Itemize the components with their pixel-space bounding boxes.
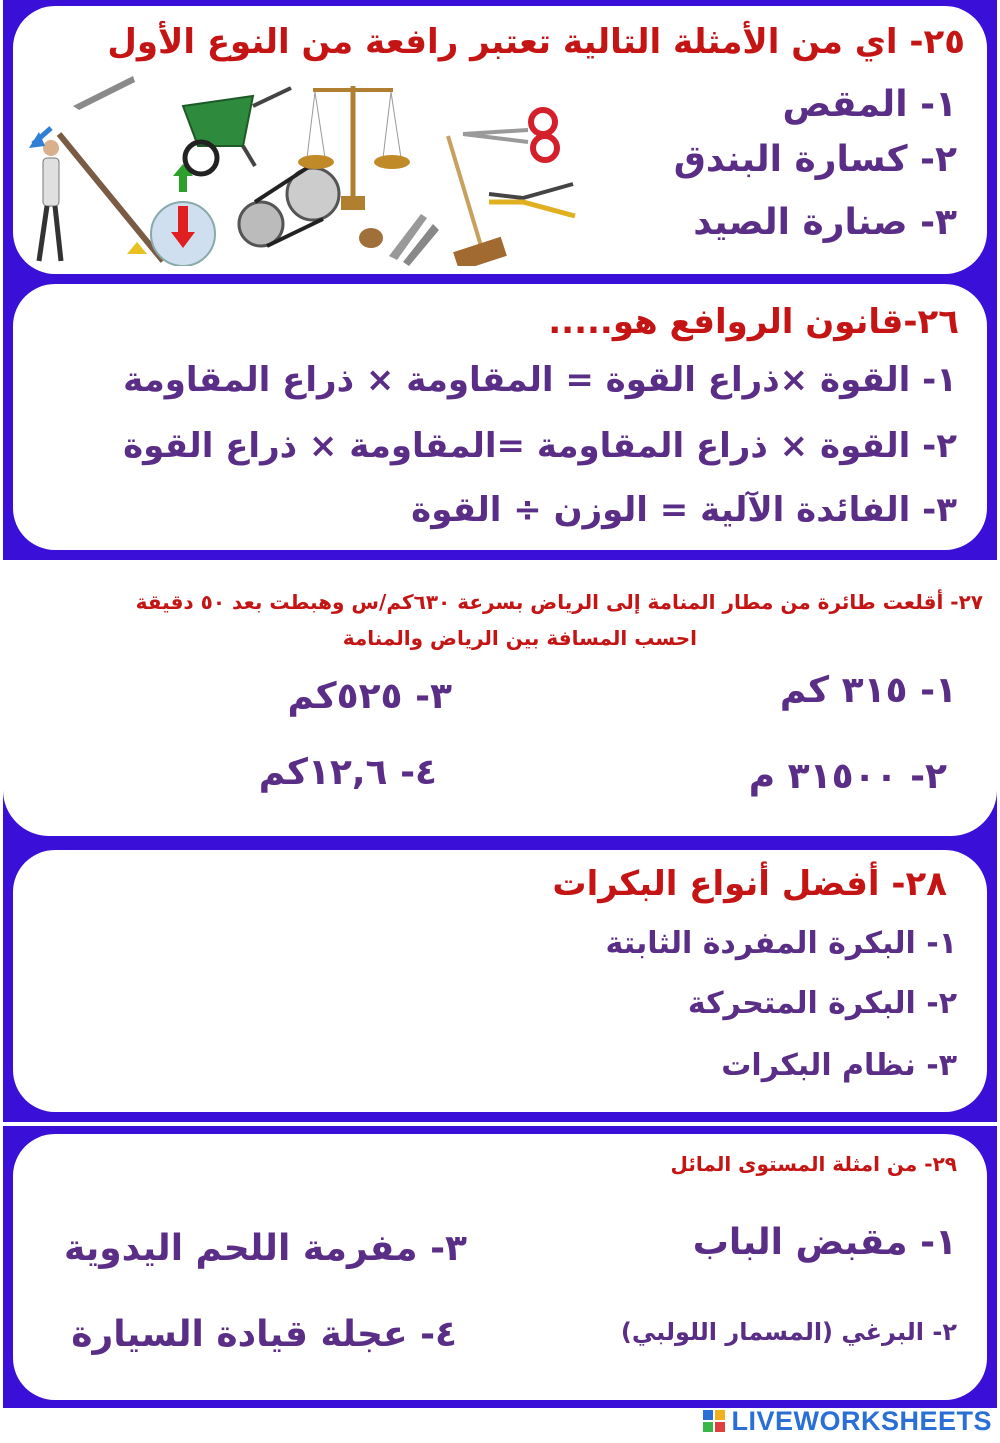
- pliers-icon: [489, 184, 575, 216]
- section-q29: [3, 1126, 997, 1408]
- q29-option-2[interactable]: ٢- البرغي (المسمار اللولبي): [620, 1318, 957, 1346]
- card-q25: [13, 6, 987, 274]
- belt-pulley-icon: [239, 168, 339, 246]
- pulley-fulcrum-icon: [127, 164, 215, 266]
- q26-question: ٢٦-قانون الروافع هو.....: [548, 302, 959, 342]
- q27-option-2[interactable]: ٢- ٣١٥٠٠ م: [748, 756, 947, 797]
- q27-option-1[interactable]: ١- ٣١٥ كم: [779, 670, 957, 711]
- section-q25-q26: [3, 0, 997, 560]
- q26-option-1[interactable]: ١- القوة ×ذراع القوة = المقاومة × ذراع المقاومة: [123, 360, 957, 400]
- q29-question: ٢٩- من امثلة المستوى المائل: [670, 1152, 957, 1176]
- q29-option-4[interactable]: ٤- عجلة قيادة السيارة: [71, 1314, 457, 1355]
- q27-option-4[interactable]: ٤- ١٢,٦كم: [258, 752, 437, 793]
- q29-option-3[interactable]: ٣- مفرمة اللحم اليدوية: [63, 1228, 467, 1269]
- card-q27: [3, 566, 997, 836]
- q26-option-2[interactable]: ٢- القوة × ذراع المقاومة =المقاومة × ذراع القوة: [123, 426, 957, 466]
- card-q29: [13, 1134, 987, 1400]
- q25-question: ٢٥- اي من الأمثلة التالية تعتبر رافعة من النوع الأول: [107, 22, 965, 62]
- q25-option-2[interactable]: ٢- كسارة البندق: [673, 139, 957, 180]
- tweezers-icon: [73, 76, 135, 110]
- q28-question: ٢٨- أفضل أنواع البكرات: [552, 864, 947, 904]
- nutcracker-icon: [359, 214, 439, 266]
- q27-question-line2: احسب المسافة بين الرياض والمنامة: [342, 626, 697, 650]
- card-q28: [13, 850, 987, 1112]
- man-lever-icon: [29, 128, 163, 261]
- scissors-icon: [463, 110, 557, 160]
- levers-illustration: [23, 66, 583, 266]
- q28-option-1[interactable]: ١- البكرة المفردة الثابتة: [605, 926, 957, 961]
- q25-option-1[interactable]: ١- المقص: [782, 84, 957, 125]
- card-q26: [13, 284, 987, 550]
- q28-option-2[interactable]: ٢- البكرة المتحركة: [687, 986, 957, 1021]
- q29-option-1[interactable]: ١- مقبض الباب: [692, 1222, 957, 1263]
- liveworksheets-label: LIVEWORKSHEETS: [731, 1405, 992, 1436]
- section-q27-q28: [3, 566, 997, 1122]
- q25-option-3[interactable]: ٣- صنارة الصيد: [693, 202, 957, 243]
- q26-option-3[interactable]: ٣- الفائدة الآلية = الوزن ÷ القوة: [411, 490, 957, 530]
- q27-question-line1: ٢٧- أقلعت طائرة من مطار المنامة إلى الرياض بسرعة ٦٣٠كم/س وهبطت بعد ٥٠ دقيقة: [135, 590, 983, 614]
- liveworksheets-brand[interactable]: [703, 1403, 992, 1439]
- q27-option-3[interactable]: ٣- ٥٢٥كم: [287, 676, 452, 717]
- q28-option-3[interactable]: ٣- نظام البكرات: [721, 1048, 957, 1083]
- liveworksheets-logo-icon: [703, 1410, 725, 1432]
- wheelbarrow-icon: [183, 88, 291, 174]
